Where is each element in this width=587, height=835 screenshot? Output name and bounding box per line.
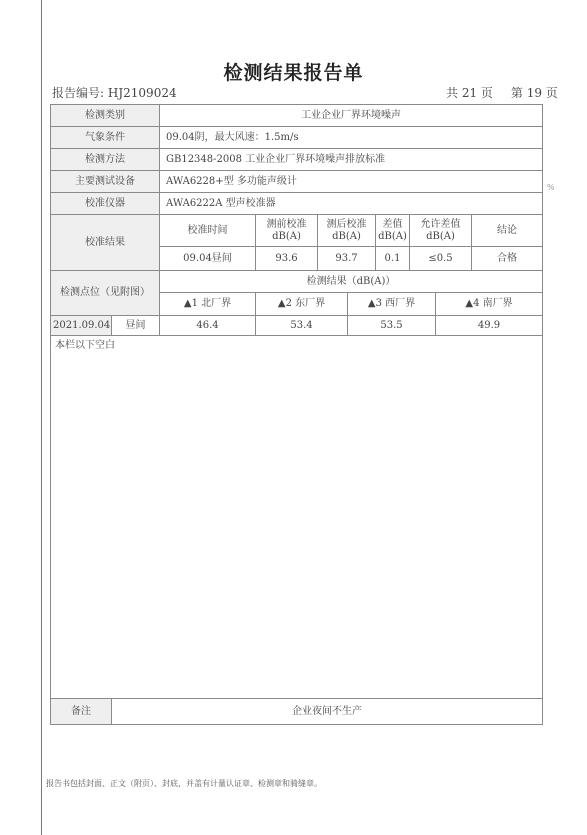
cal-header-line: 测后校准	[326, 218, 367, 230]
cal-header-conclusion	[472, 215, 543, 247]
cal-header-line: 差值	[382, 218, 403, 230]
calibrator-value: AWA6222A 型声校准器	[160, 193, 543, 215]
cal-header-line: 校准时间	[187, 224, 228, 236]
value-west: 53.5	[348, 316, 436, 336]
calibrator-label: 校准仪器	[51, 193, 160, 215]
page-indicator	[446, 84, 558, 101]
value-north: 46.4	[160, 316, 256, 336]
remarks-label: 备注	[51, 699, 112, 725]
row-method	[51, 149, 543, 171]
cal-value-diff: 0.1	[376, 247, 410, 271]
calibration-header-row	[51, 215, 543, 247]
category-value: 工业企业厂界环境噪声	[160, 105, 543, 127]
point-south: ▲4 南厂界	[436, 293, 543, 316]
equipment-label: 主要测试设备	[51, 171, 160, 193]
cal-header-line: 允许差值	[420, 218, 461, 230]
cal-value-after: 93.7	[318, 247, 376, 271]
value-east: 53.4	[256, 316, 348, 336]
remarks-row	[51, 699, 543, 725]
row-weather	[51, 127, 543, 149]
cal-header-unit: dB(A)	[272, 230, 301, 242]
equipment-value: AWA6228+型 多功能声级计	[160, 171, 543, 193]
point-west: ▲3 西厂界	[348, 293, 436, 316]
total-pages: 共 21 页	[446, 86, 493, 100]
scan-speck: %	[547, 183, 555, 192]
cal-value-before: 93.6	[256, 247, 318, 271]
measurement-period: 昼间	[112, 316, 160, 336]
report-number-label: 报告编号:	[52, 86, 105, 100]
row-calibrator	[51, 193, 543, 215]
calibration-label: 校准结果	[51, 215, 160, 271]
cal-value-allowed: ≤0.5	[410, 247, 472, 271]
cal-header-unit: dB(A)	[426, 230, 455, 242]
cal-header-allowed	[410, 215, 472, 247]
result-header: 检测结果（dB(A)）	[160, 271, 543, 293]
cal-header-time	[160, 215, 256, 247]
results-table	[50, 104, 543, 725]
cal-header-unit: dB(A)	[378, 230, 407, 242]
weather-label: 气象条件	[51, 127, 160, 149]
points-label: 检测点位（见附图）	[51, 271, 160, 316]
points-header-row	[51, 271, 543, 293]
point-east: ▲2 东厂界	[256, 293, 348, 316]
cal-header-line: 结论	[497, 224, 517, 236]
value-south: 49.9	[436, 316, 543, 336]
measurement-date: 2021.09.04	[51, 316, 112, 336]
weather-value: 09.04阴，最大风速：1.5m/s	[160, 127, 543, 149]
remarks-value: 企业夜间不生产	[112, 699, 543, 725]
report-number	[52, 84, 177, 101]
cal-header-line: 测前校准	[266, 218, 307, 230]
cal-header-unit: dB(A)	[332, 230, 361, 242]
cal-header-before	[256, 215, 318, 247]
method-label: 检测方法	[51, 149, 160, 171]
cal-header-after	[318, 215, 376, 247]
blank-area-row	[51, 336, 543, 699]
measurement-row	[51, 316, 543, 336]
report-title: 检测结果报告单	[223, 62, 364, 84]
cal-value-time: 09.04昼间	[160, 247, 256, 271]
cal-header-diff	[376, 215, 410, 247]
report-number-value: HJ2109024	[107, 86, 177, 100]
row-category	[51, 105, 543, 127]
blank-note: 本栏以下空白	[51, 336, 543, 699]
method-value: GB12348-2008 工业企业厂界环境噪声排放标准	[160, 149, 543, 171]
row-equipment	[51, 171, 543, 193]
cal-value-conclusion: 合格	[472, 247, 543, 271]
category-label: 检测类别	[51, 105, 160, 127]
page-number: 第 19 页	[510, 86, 558, 100]
point-north: ▲1 北厂界	[160, 293, 256, 316]
footer-note: 报告书包括封面、正文（附页）、封底，并盖有计量认证章、检测章和骑缝章。	[46, 779, 322, 788]
binding-line	[41, 0, 42, 835]
